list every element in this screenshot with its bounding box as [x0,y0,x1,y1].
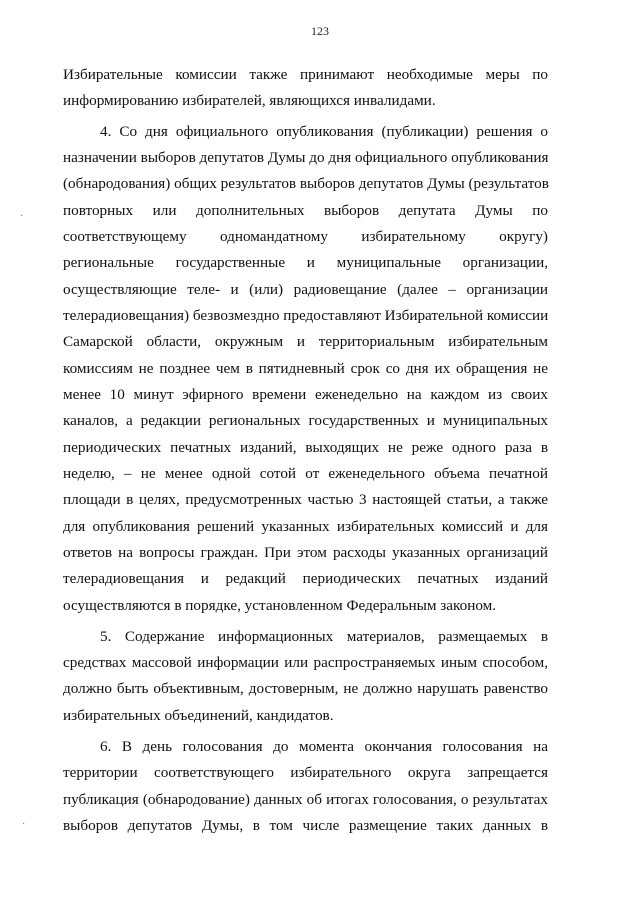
text-line: (обнародования) общих результатов выборов депутатов Думы (результатов [63,175,549,192]
page-number: 123 [311,24,329,38]
paragraph-4-start: 4. Со дня официального опубликования (публикации) решения о [100,123,548,140]
paragraph-6-start: 6. В день голосования до момента окончания голосования на [100,738,548,755]
text-line: менее 10 минут эфирного времени еженедельно на каждом из своих [63,386,548,403]
text-line: территории соответствующего избирательного округа запрещается [63,764,548,781]
text-line: осуществляющие теле- и (или) радиовещание (далее – организации [63,281,548,298]
text-line: неделю, – не менее одной сотой от еженедельного объема печатной [63,465,548,482]
paragraph-5-start: 5. Содержание информационных материалов, размещаемых в [100,628,548,645]
text-line: информированию избирателей, являющихся инвалидами. [63,92,436,109]
text-line: выборов депутатов Думы, в том числе размещение таких данных в [63,817,548,834]
text-line: назначении выборов депутатов Думы до дня официального опубликования [63,149,549,166]
text-line: ответов на вопросы граждан. При этом расходы указанных организаций [63,544,548,561]
scan-mark: · [22,819,26,830]
text-line: Избирательные комиссии также принимают необходимые меры по [63,66,548,83]
text-line: Самарской области, окружным и территориальным избирательным [63,333,548,350]
text-line: повторных или дополнительных выборов депутата Думы по [63,202,548,219]
text-line: для опубликования решений указанных избирательных комиссий и для [63,518,548,535]
text-line: телерадиовещания) безвозмездно предоставляют Избирательной комиссии [63,307,549,324]
text-line: периодических печатных изданий, выходящих не реже одного раза в [63,439,548,456]
text-line: комиссиям не позднее чем в пятидневный срок со дня их обращения не [63,360,548,377]
text-line: избирательных объединений, кандидатов. [63,707,334,724]
text-line: каналов, а редакции региональных государственных и муниципальных [63,412,548,429]
text-line: телерадиовещания и редакций периодических печатных изданий [63,570,548,587]
text-line: средствах массовой информации или распространяемых иным способом, [63,654,548,671]
text-line: региональные государственные и муниципальные организации, [63,254,548,271]
text-line: осуществляются в порядке, установленном Федеральным законом. [63,597,497,614]
scan-mark: · [20,211,24,222]
text-line: публикация (обнародование) данных об итогах голосования, о результатах [63,791,548,808]
text-line: соответствующему одномандатному избирательному округу) [63,228,548,245]
text-line: должно быть объективным, достоверным, не должно нарушать равенство [63,680,548,697]
text-line: площади в целях, предусмотренных частью 3 настоящей статьи, а также [63,491,548,508]
